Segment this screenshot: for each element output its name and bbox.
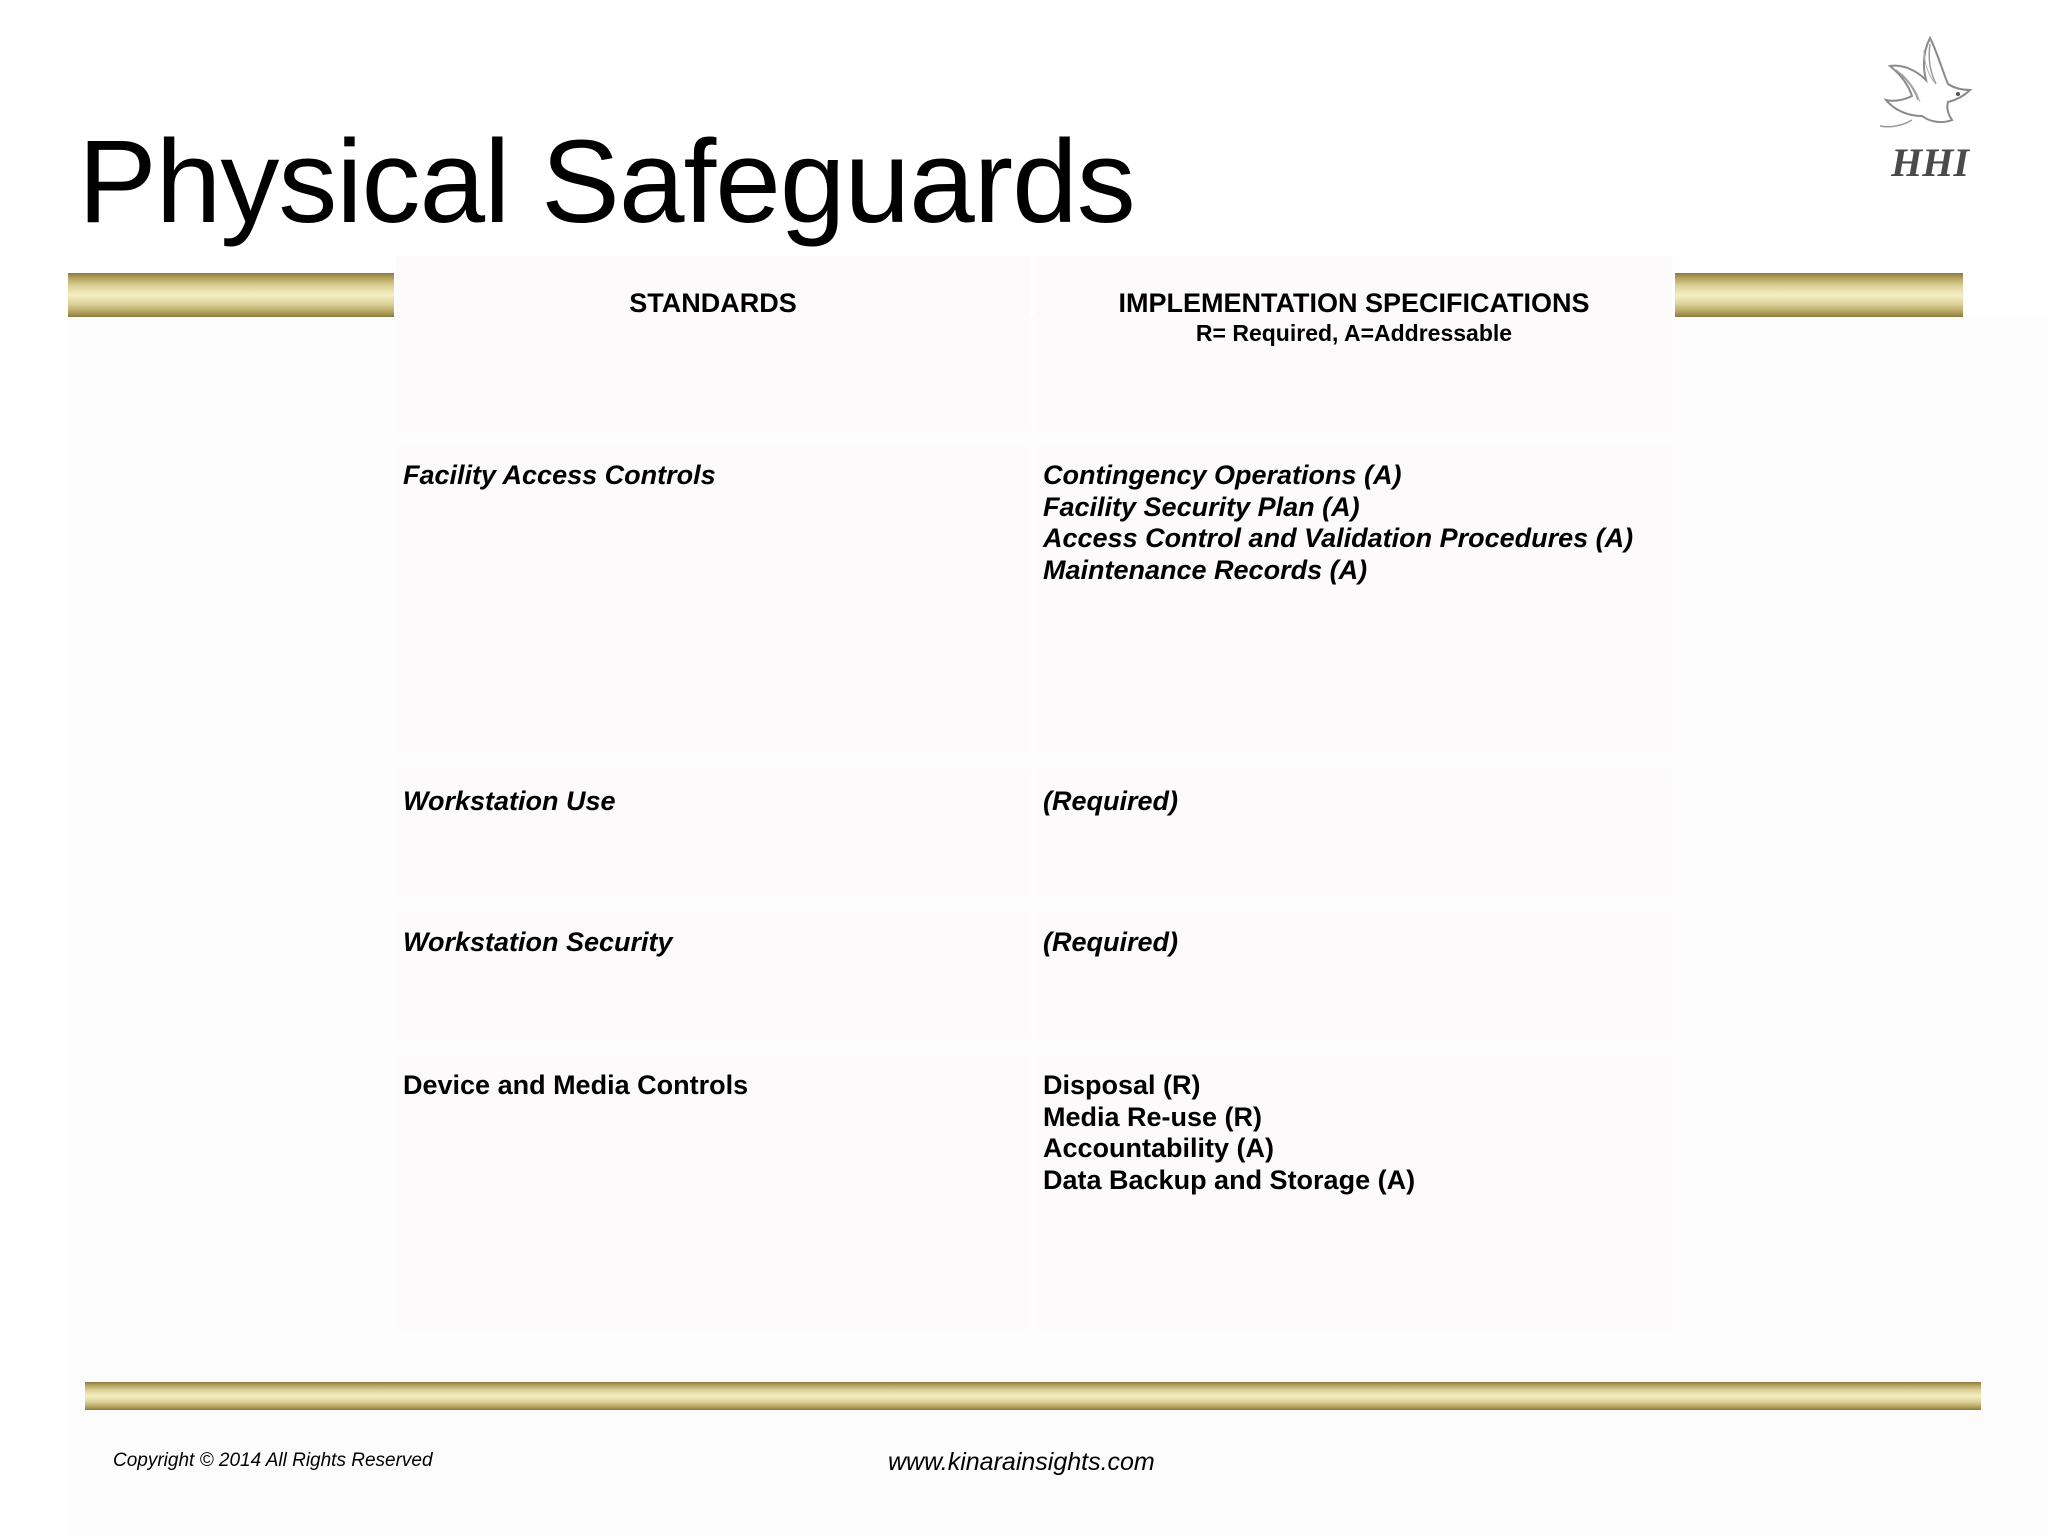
- table-row-specs: [1036, 444, 1672, 752]
- spec-item: Contingency Operations (A): [1043, 460, 1402, 490]
- spec-item: Access Control and Validation Procedures (A): [1043, 523, 1634, 553]
- header-implementation: IMPLEMENTATION SPECIFICATIONS: [1118, 288, 1590, 318]
- spec-item: Media Re-use (R): [1043, 1101, 1263, 1132]
- table-row-standard: [396, 1054, 1030, 1332]
- spec-item: Data Backup and Storage (A): [1043, 1164, 1416, 1195]
- spec-item: Accountability (A): [1043, 1133, 1275, 1163]
- standard-name: Workstation Security: [403, 927, 673, 957]
- table-row-standard: [396, 911, 1030, 1039]
- logo-text: HHI: [1891, 140, 1969, 185]
- header-cell-standards: [396, 256, 1030, 431]
- spec-item: Facility Security Plan (A): [1043, 491, 1360, 522]
- spec-list: [1043, 927, 1178, 959]
- spec-list: [1043, 460, 1633, 586]
- spec-item: (Required): [1043, 927, 1178, 957]
- spec-item: Disposal (R): [1043, 1070, 1201, 1100]
- table-row-specs: [1036, 1054, 1672, 1332]
- copyright-text: Copyright © 2014 All Rights Reserved: [113, 1450, 433, 1471]
- header-standards: STANDARDS: [629, 288, 797, 318]
- spec-list: [1043, 1070, 1415, 1196]
- slide-title: Physical Safeguards: [78, 116, 1135, 248]
- spec-item: Maintenance Records (A): [1043, 554, 1368, 585]
- spec-list: [1043, 786, 1178, 818]
- spec-item: (Required): [1043, 786, 1178, 816]
- footer-gold-bar: [85, 1382, 1981, 1410]
- header-cell-implementation: [1036, 256, 1672, 431]
- header-gold-bar-left: [68, 273, 394, 317]
- table-row-specs: [1036, 770, 1672, 898]
- table-row-specs: [1036, 911, 1672, 1039]
- standard-name: Device and Media Controls: [403, 1070, 749, 1100]
- table-row-standard: [396, 444, 1030, 752]
- standard-name: Facility Access Controls: [403, 460, 716, 490]
- header-implementation-legend: R= Required, A=Addressable: [1195, 320, 1513, 346]
- standard-name: Workstation Use: [403, 786, 616, 816]
- website-link[interactable]: www.kinarainsights.com: [888, 1448, 1155, 1476]
- header-gold-bar-right: [1675, 273, 1963, 317]
- dove-icon: [1872, 30, 1984, 200]
- table-row-standard: [396, 770, 1030, 898]
- hhi-logo: [1872, 30, 1984, 200]
